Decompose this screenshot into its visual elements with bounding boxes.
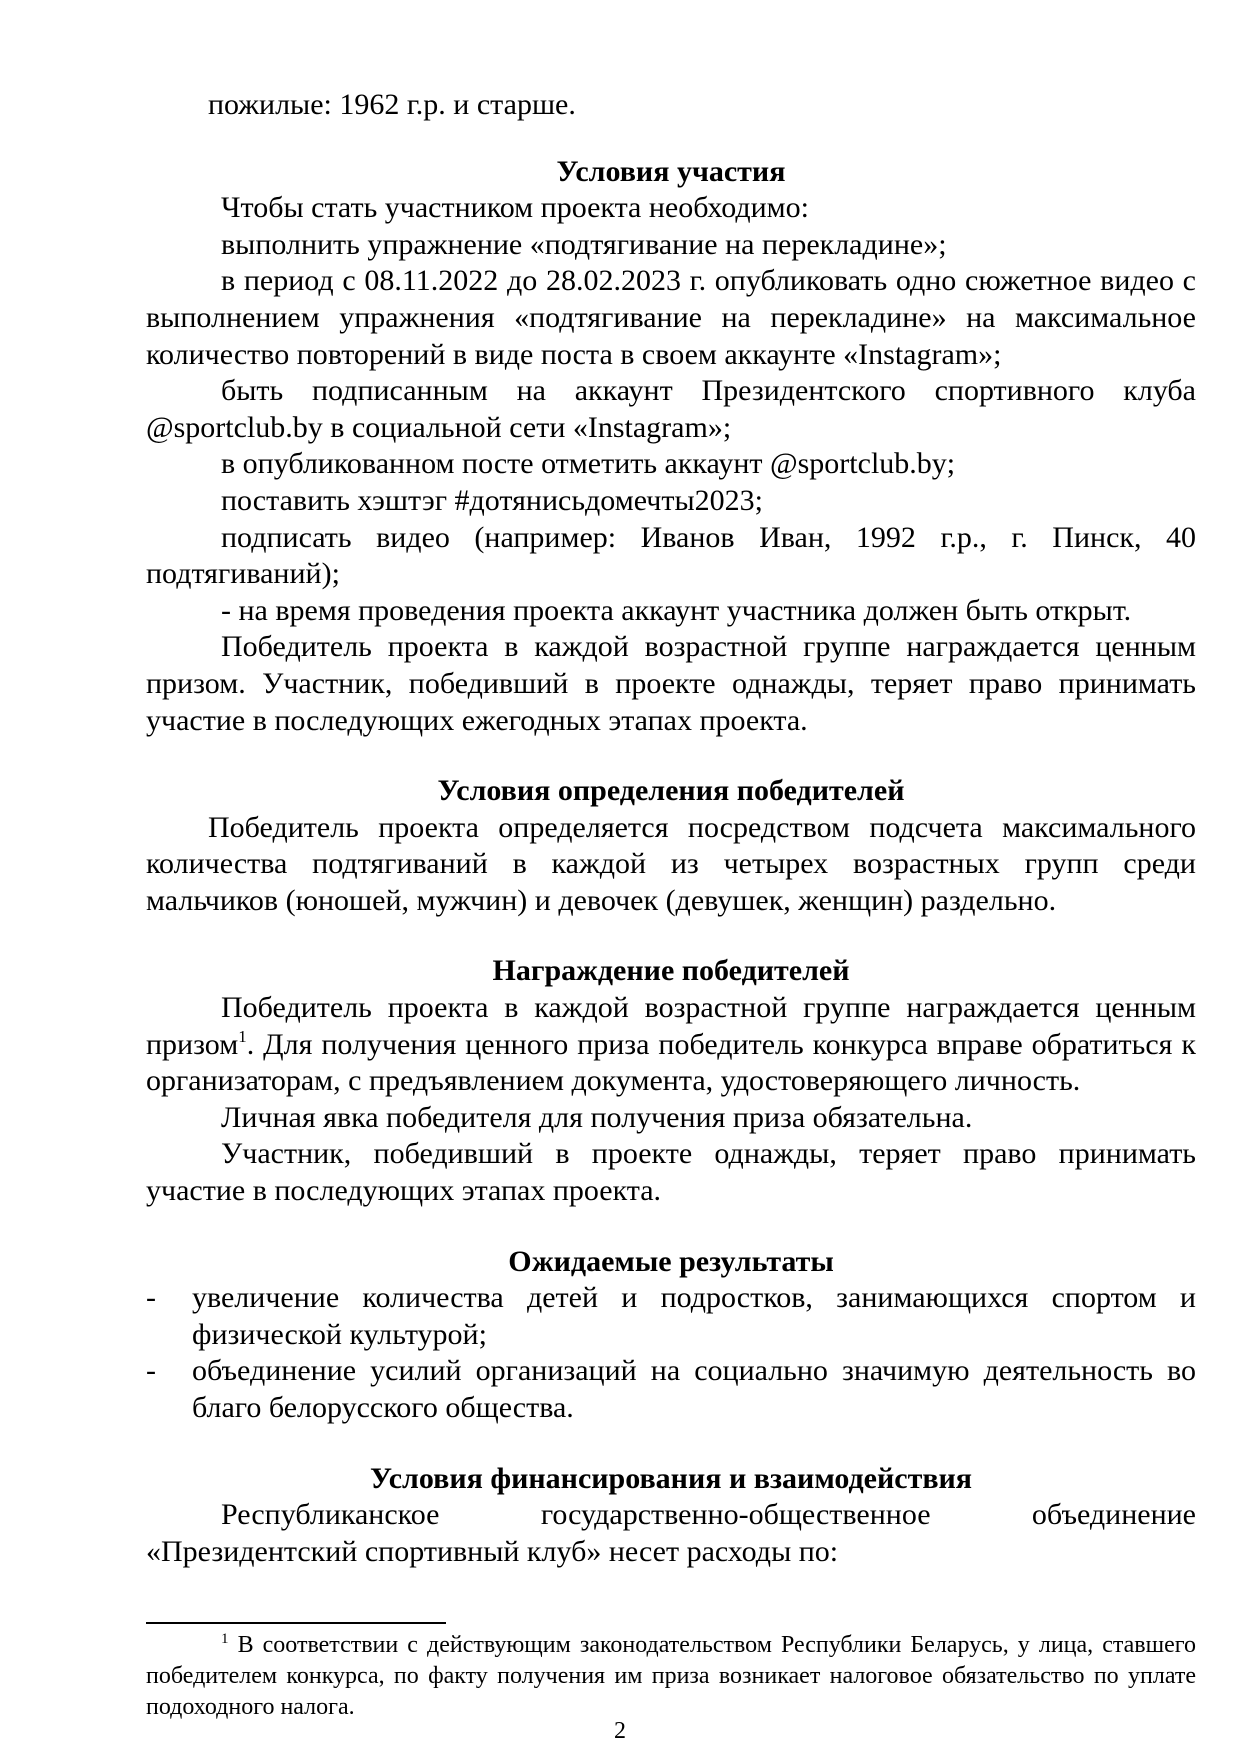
- paragraph: - на время проведения проекта аккаунт участника должен быть открыт.: [221, 593, 1132, 627]
- section-heading-expected-results: Ожидаемые результаты: [508, 1244, 834, 1278]
- paragraph: в период с 08.11.2022 до 28.02.2023 г. опубликовать одно сюжетное видео с выполнением упражнения «подтягивание на перекладине» на максимальное количество повторений в виде поста в своем аккаунте «Instagram»;: [146, 264, 1196, 371]
- bullet-item: [146, 1280, 1196, 1353]
- bullet-item: [146, 1353, 1196, 1426]
- bullet-text: увеличение количества детей и подростков, занимающихся спортом и физической культурой;: [192, 1281, 1196, 1351]
- section-heading-awarding: Награждение победителей: [492, 954, 850, 988]
- paragraph: выполнить упражнение «подтягивание на перекладине»;: [221, 227, 947, 261]
- paragraph: Чтобы стать участником проекта необходимо:: [221, 191, 809, 225]
- section-heading-financing: Условия финансирования и взаимодействия: [369, 1461, 973, 1495]
- paragraph: в опубликованном посте отметить аккаунт @sportclub.by;: [221, 447, 956, 481]
- paragraph: подписать видео (например: Иванов Иван, 1992 г.р., г. Пинск, 40 подтягиваний);: [146, 520, 1196, 591]
- footnote: [146, 1630, 1196, 1723]
- section-heading-participation: Условия участия: [556, 154, 786, 188]
- paragraph-text: . Для получения ценного приза победитель конкурса вправе обратиться к организаторам, с предъявлением документа, удостоверяющего личность.: [146, 1027, 1196, 1098]
- bullet-dash: -: [146, 1354, 156, 1388]
- paragraph: Республиканское государственно-общественное объединение: [221, 1498, 1196, 1532]
- footnote-text: В соответствии с действующим законодательством Республики Беларусь, у лица, ставшего победителем конкурса, по факту получения им приза возникает налоговое обязательство по уплате подоходного налога.: [146, 1632, 1197, 1720]
- footnote-separator: [146, 1622, 446, 1624]
- bullet-text: объединение усилий организаций на социально значимую деятельность во благо белорусского общества.: [192, 1354, 1196, 1424]
- paragraph: поставить хэштэг #дотянисьдомечты2023;: [221, 483, 763, 517]
- paragraph: Личная явка победителя для получения приза обязательна.: [221, 1100, 973, 1134]
- footnote-reference[interactable]: 1: [238, 1026, 247, 1046]
- page-number: 2: [614, 1718, 626, 1744]
- document-page: [146, 0, 1196, 1570]
- paragraph: быть подписанным на аккаунт Президентского спортивного клуба @sportclub.by в социальной сети «Instagram»;: [146, 374, 1196, 444]
- paragraph: «Президентский спортивный клуб» несет расходы по:: [146, 1534, 839, 1568]
- bullet-dash: -: [146, 1281, 156, 1315]
- paragraph-text: Победитель проекта в каждой возрастной группе награждается ценным призом: [146, 991, 1196, 1061]
- paragraph: Победитель проекта в каждой возрастной группе награждается ценным призом. Участник, победивший в проекте однажды, теряет право принимать участие в последующих ежегодных этапах проекта.: [146, 630, 1196, 737]
- section-heading-winner-determination: Условия определения победителей: [437, 774, 905, 808]
- paragraph-with-footnote: [146, 990, 1196, 1100]
- intro-line: пожилые: 1962 г.р. и старше.: [208, 88, 576, 121]
- paragraph: Победитель проекта определяется посредством подсчета максимального количества подтягиваний в каждой из четырех возрастных групп среди мальчиков (юношей, мужчин) и девочек (девушек, женщин) раздельно.: [146, 810, 1196, 917]
- footnote-marker: 1: [221, 1631, 229, 1647]
- paragraph: Участник, победивший в проекте однажды, теряет право принимать участие в последующих этапах проекта.: [146, 1137, 1196, 1208]
